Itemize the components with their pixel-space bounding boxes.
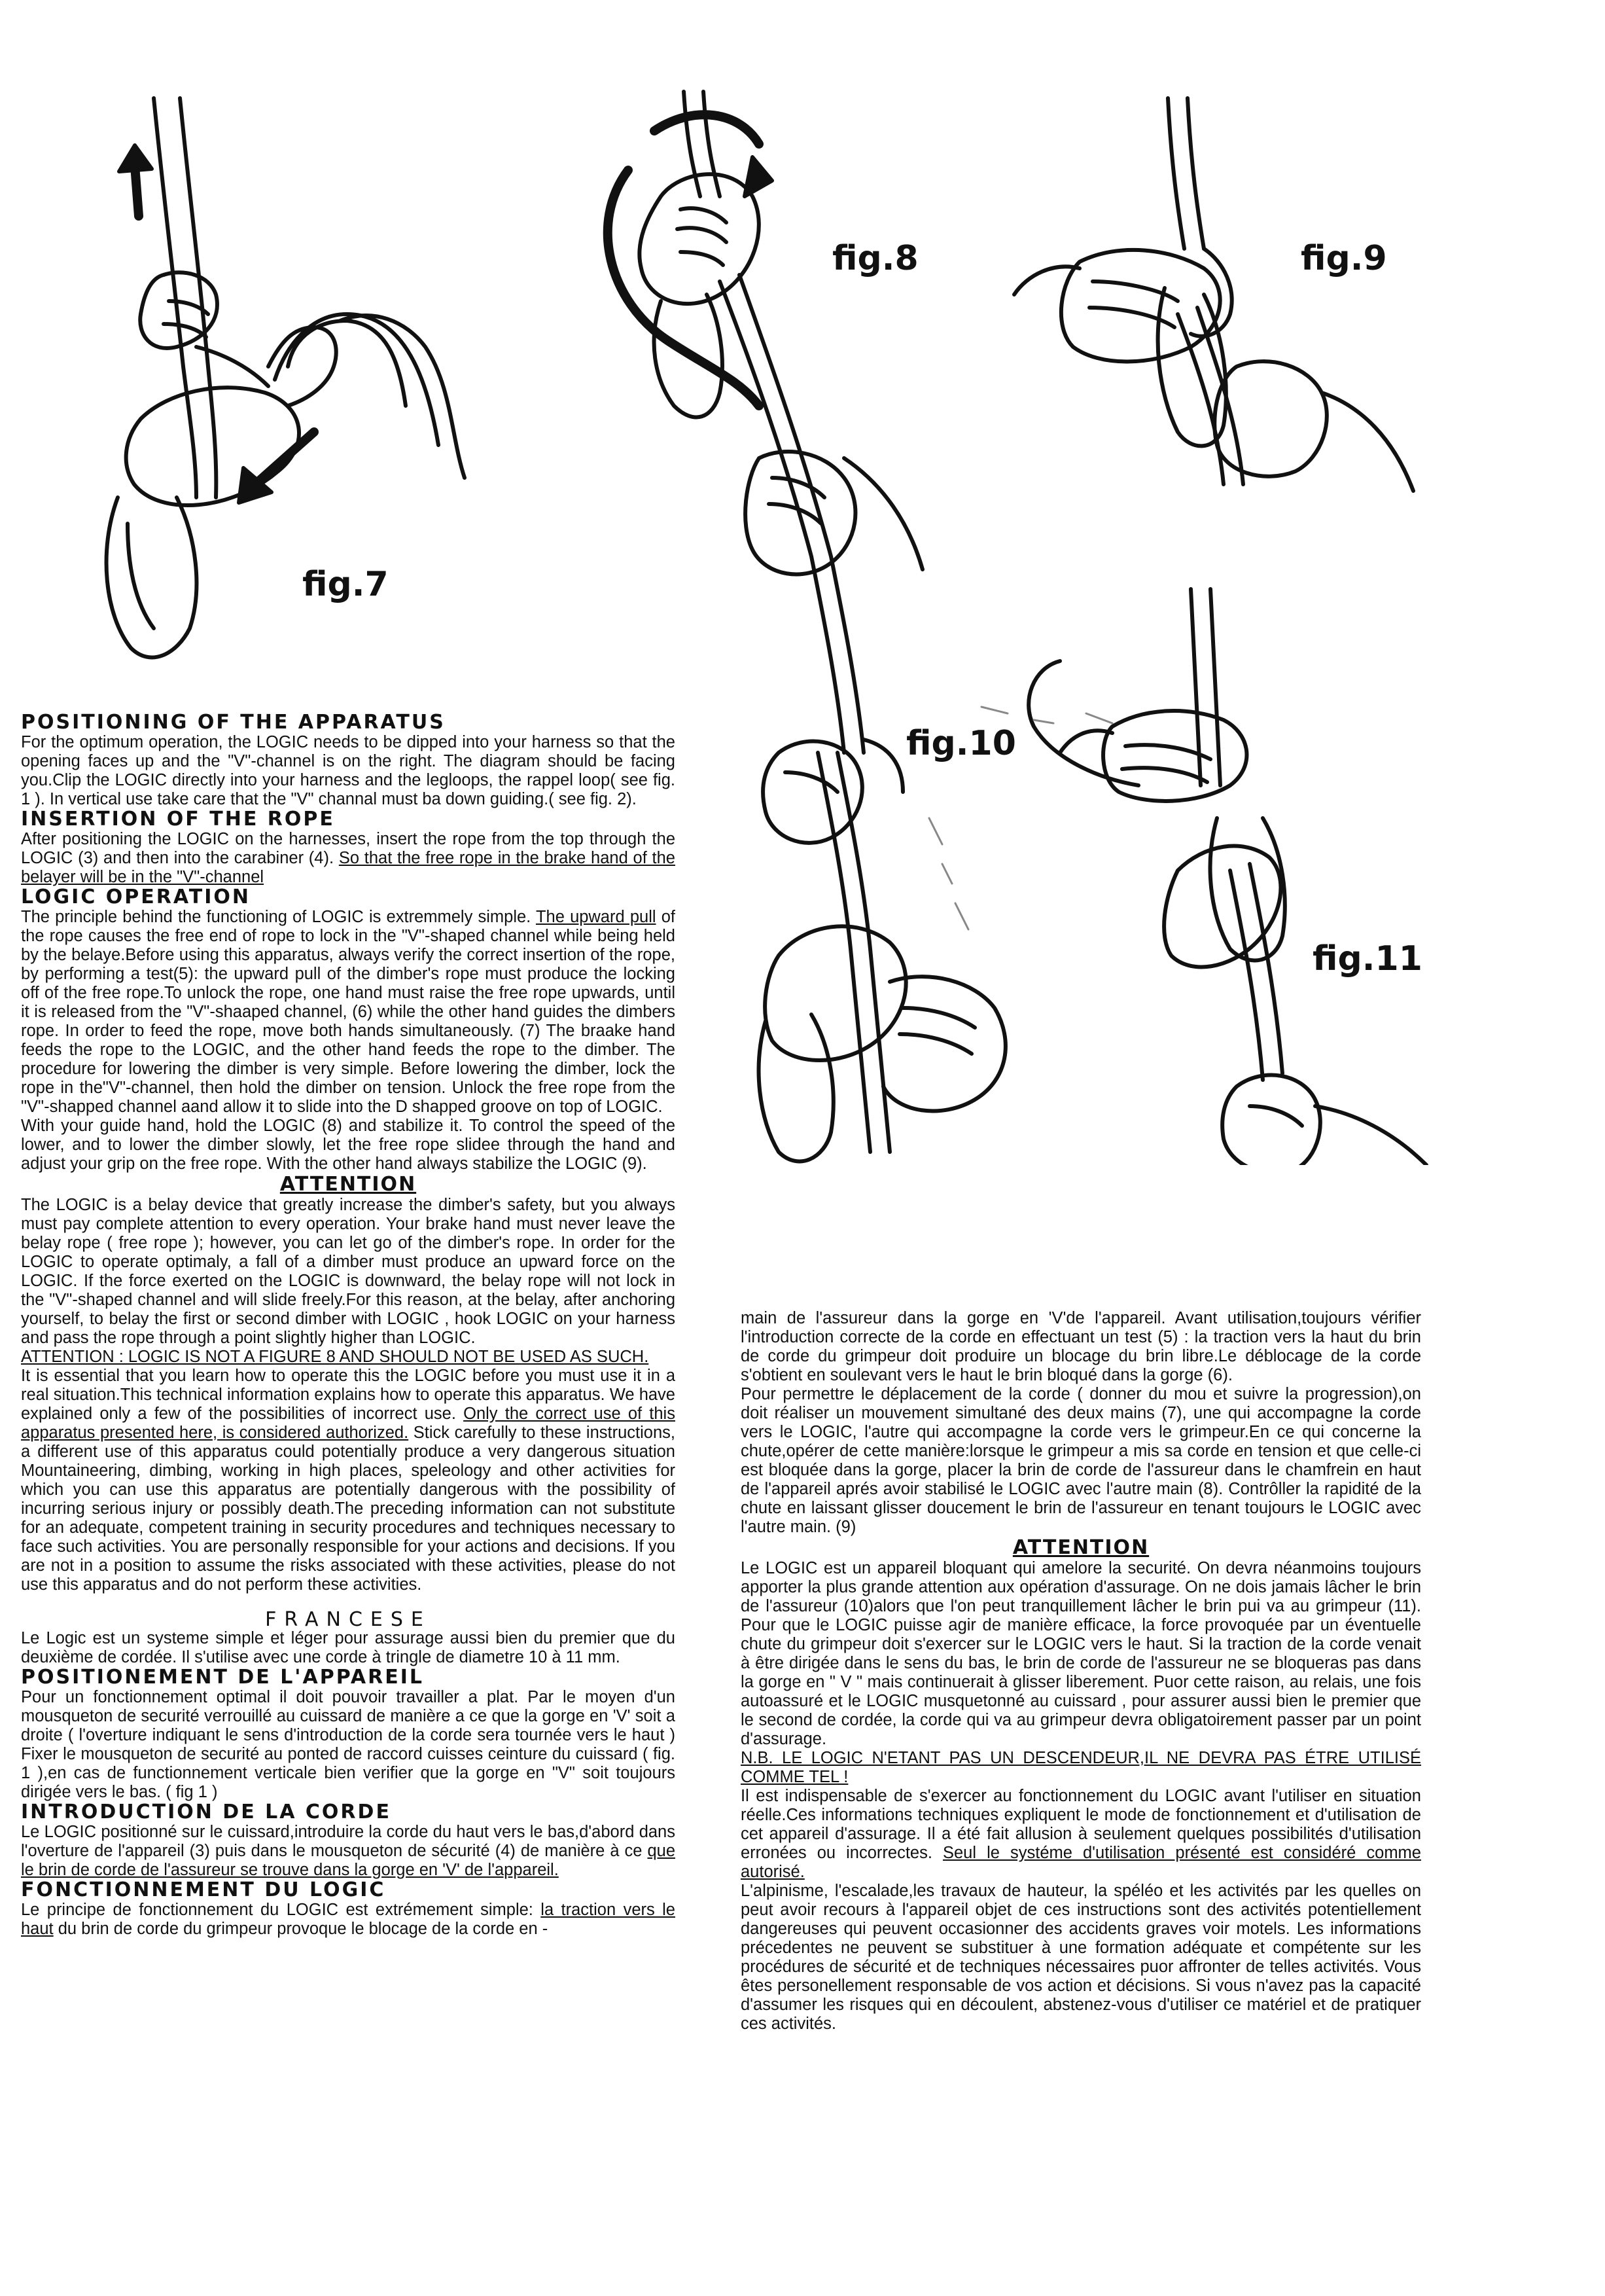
fig8-label: fig.8 bbox=[832, 239, 919, 278]
operation-paragraph bbox=[21, 908, 675, 1117]
final-text-1: Il est indispensable de s'exercer au fonctionnement du LOGIC avant l'utiliser en situation réelle.Ces informations techniques expliquent le mode de fonctionnement et d'utilisation de cet appareil d'assurage. Il a été fait allusion à seulement quelques possibilités d'utilisation erronées ou incorrectes. bbox=[741, 1787, 1421, 1862]
attention-heading-en: ATTENTION bbox=[279, 1173, 417, 1196]
fonctionnement-underlined: la traction vers le haut bbox=[21, 1901, 675, 1938]
nb-warning: N.B. LE LOGIC N'ETANT PAS UN DESCENDEUR,IL NE DEVRA PAS ÉTRE UTILISÉ COMME TEL ! bbox=[741, 1749, 1421, 1786]
right-text-2: Pour permettre le déplacement de la corde ( donner du mou et suivre la progression),on doit réaliser un mouvement simultané des deux mains (7), une qui accompagne la corde vers le LOGIC, l'autre qui accompagne la corde vers le grimpeur.En ce qui concerne la chute,opérer de cette manière:lorsque le grimpeur a mis sa corde en tension et que celle-ci est bloquée dans la gorge, placer la brin de corde de l'assureur dans le chamfrein en haut de l'appareil aprés avoir stabilisé le LOGIC avec l'autre main (8). Contrôller la rapidité de la chute en laissant glisser doucement le brin de l'assureur en tenant toujours le LOGIC avec l'autre main. (9) bbox=[741, 1385, 1421, 1536]
final-underlined: Seul le systéme d'utilisation présenté est considéré comme autorisé. bbox=[741, 1844, 1421, 1881]
fonctionnement-text-1: Le principe de fonctionnement du LOGIC est extrémement simple: bbox=[21, 1901, 533, 1919]
introduction-heading: INTRODUCTION DE LA CORDE bbox=[21, 1801, 391, 1823]
attention-text-fr: Le LOGIC est un appareil bloquant qui amelore la securité. On devra néanmoins toujours apporter la plus grande attention aux opération d'assurage. On ne dois jamais lâcher le brin de l'assureur (10)alors que l'on peut tranquillement lâcher le brin pui va au grimpeur (11). Pour que le LOGIC puisse agir de manière efficace, la force provoquée par un éventuelle chute du grimpeur doit s'exercer sur le LOGIC vers le haut. Si la traction de la corde venait à être dirigée dans le sens du bas, le brin de corde de l'assureur ne se bloqueras pas dans la gorge en " V " mais continuerait à glisser liberement. Puor cette raison, au relais, une fois autoassuré et le LOGIC musquetonné au cuissard , pour assurer aussi bien le premier que le second de cordée, la corde qui va au grimpeur devra obligatoirement passer par un point d'assurage. bbox=[741, 1559, 1421, 1748]
positioning-heading: POSITIONING OF THE APPARATUS bbox=[21, 711, 446, 734]
fonctionnement-text-2: du brin de corde du grimpeur provoque le blocage de la corde en - bbox=[58, 1920, 548, 1938]
insertion-paragraph bbox=[21, 830, 675, 887]
final-text-2: L'alpinisme, l'escalade,les travaux de hauteur, la spéléo et les activités par les quelles on peut avoir recours à l'appareil objet de ces instructions sont des activités potentiellement dangereuses qui peuvent occasionner des accidents graves voir motels. Les informations précedentes ne peuvent se substituer à une formation adéquate et compétente sur les procédures de sécurité et de techniques nécessaires puor affronter de telles activités. Vous êtes personellement responsable de vos action et décisions. Si vous n'avez pas la capacité d'assumer les risques qui en découlent, abstenez-vous d'utiliser ce matériel et de pratiquer ces activités. bbox=[741, 1882, 1421, 2033]
fonctionnement-paragraph bbox=[21, 1901, 675, 1939]
attention-warning-en: ATTENTION : LOGIC IS NOT A FIGURE 8 AND SHOULD NOT BE USED AS SUCH. bbox=[21, 1348, 649, 1366]
introduction-underlined: que le brin de corde de l'assureur se trouve dans la gorge en 'V' de l'appareil. bbox=[21, 1842, 675, 1879]
left-column bbox=[21, 712, 675, 1939]
essential-text-1: It is essential that you learn how to operate this the LOGIC before you must use it in a real situation.This technical information explains how to operate this apparatus. We have explained only a few of the possibilities of incorrect use. bbox=[21, 1367, 675, 1423]
operation-text-3: With your guide hand, hold the LOGIC (8) and stabilize it. To control the speed of the lower, and to lower the dimber slowly, let the free rope slidee through the hand and adjust your grip on the free rope. With the other hand always stabilize the LOGIC (9). bbox=[21, 1117, 675, 1173]
fig10-illustration bbox=[759, 740, 1006, 1161]
final-paragraph bbox=[741, 1787, 1421, 1882]
essential-underlined: Only the correct use of this apparatus presented here, is considered authorized. bbox=[21, 1405, 675, 1442]
positioning-text: For the optimum operation, the LOGIC needs to be dipped into your harness so that the opening faces up and the "V"-channel is on the right. The diagram should be facing you.Clip the LOGIC directly into your harness and the legloops, the rappel loop( see fig. 1 ). In vertical use take care that the "V" channal must ba down guiding.( see fig. 2). bbox=[21, 733, 675, 808]
positionnement-heading: POSITIONEMENT DE L'APPAREIL bbox=[21, 1666, 425, 1689]
introduction-paragraph bbox=[21, 1823, 675, 1880]
introduction-text: Le LOGIC positionné sur le cuissard,introduire la corde du haut vers le bas,d'abord dans l'overture de l'appareil (3) puis dans le mousqueton de sécurité (4) de manière à ce bbox=[21, 1823, 675, 1860]
fig7-label: fig.7 bbox=[302, 565, 389, 604]
fig10-label: fig.10 bbox=[906, 724, 1016, 763]
fig11-illustration bbox=[1029, 589, 1426, 1165]
right-column bbox=[741, 1309, 1421, 2034]
intro-text-fr: Le Logic est un systeme simple et léger pour assurage aussi bien du premier que du deuxième de cordée. Il s'utilise avec une corde à tringle de diametre 10 à 11 mm. bbox=[21, 1629, 675, 1666]
fig8-illustration bbox=[608, 92, 923, 753]
insertion-underlined: So that the free rope in the brake hand of the belayer will be in the "V"-channel bbox=[21, 849, 675, 886]
essential-paragraph bbox=[21, 1367, 675, 1594]
fig7-illustration bbox=[107, 98, 465, 657]
positionnement-text: Pour un fonctionnement optimal il doit pouvoir travailler a plat. Par le moyen d'un mousqueton de securité verrouillé au cuissard de manière a ce que la gorge en 'V' soit a droite ( l'overture indiquant le sens d'introduction de la corde sera tournée vers le haut ) Fixer le mousqueton de securité au ponted de raccord cuisses ceinture du cuissard ( fig. 1 ),en cas de functionnement verticale bien verifier que la gorge en "V" soit toujours dirigée vers le bas. ( fig 1 ) bbox=[21, 1688, 675, 1801]
operation-underlined: The upward pull bbox=[535, 908, 656, 926]
operation-text-1: The principle behind the functioning of LOGIC is extremmely simple. bbox=[21, 908, 531, 926]
attention-heading-fr: ATTENTION bbox=[1012, 1536, 1150, 1559]
language-heading: FRANCESE bbox=[265, 1608, 431, 1631]
fig11-label: fig.11 bbox=[1313, 939, 1422, 978]
operation-heading: LOGIC OPERATION bbox=[21, 886, 251, 908]
right-text-1: main de l'assureur dans la gorge en 'V'de l'appareil. Avant utilisation,toujours vérifier l'introduction correcte de la corde en effectuant un test (5) : la traction vers la haut du brin de corde du grimpeur doit produire un blocage du brin libre.Le déblocage de la corde s'obtient en soulevant vers le haut le brin bloqué dans la gorge (6). bbox=[741, 1309, 1421, 1384]
insertion-heading: INSERTION OF THE ROPE bbox=[21, 808, 335, 831]
insertion-text: After positioning the LOGIC on the harnesses, insert the rope from the top through the LOGIC (3) and then into the carabiner (4). bbox=[21, 830, 675, 867]
fig9-illustration bbox=[1014, 98, 1413, 491]
fig9-label: fig.9 bbox=[1301, 239, 1387, 278]
attention-text-en: The LOGIC is a belay device that greatly increase the dimber's safety, but you always must pay complete attention to every operation. Your brake hand must never leave the belay rope ( free rope ); however, you can let go of the dimber's rope. In order for the LOGIC to operate optimaly, a fall of a dimber must produce an upward force on the LOGIC. If the force exerted on the LOGIC is downward, the belay rope will not lock in the "V"-shaped channel and will slide freely.For this reason, at the belay, after anchoring yourself, to belay the first or second dimber with LOGIC , hook LOGIC on your harness and pass the rope through a point slightly higher than LOGIC. bbox=[21, 1196, 675, 1347]
operation-text-2: of the rope causes the free end of rope to lock in the "V"-shaped channel while being held by the belaye.Before using this apparatus, always verify the correct insertion of the rope, by performing a test(5): the upward pull of the dimber's rope must produce the locking off of the free rope.To unlock the rope, one hand must raise the free rope upwards, until it is released from the "V"-shaaped channel, (6) while the other hand guides the dimbers rope. In order to feed the rope, move both hands simultaneously. (7) The braake hand feeds the rope to the LOGIC, and the other hand feeds the rope to the dimber. The procedure for lowering the dimber is very simple. Before lowering the dimber, lock the rope in the"V"-channel, then hold the dimber on tension. Unlock the free rope from the "V"-shapped channel aand allow it to slide into the D shapped groove on top of LOGIC. bbox=[21, 908, 676, 1116]
fonctionnement-heading: FONCTIONNEMENT DU LOGIC bbox=[21, 1878, 386, 1901]
essential-text-2: Stick carefully to these instructions, a different use of this apparatus could potentially produce a very dangerous situation Mountaineering, dimbing, working in high places, speleology and other activities for which you can use this apparatus are potentially dangerous with the possibility of incurring serious injury or possibly death.The preceding information can not substitute for an adequate, competent training in security procedures and techniques necessary to face such activities. You are personally responsible for your actions and decisions. If you are not in a position to assume the risks associated with these activities, please do not use this apparatus and do not perform these activities. bbox=[21, 1424, 675, 1594]
